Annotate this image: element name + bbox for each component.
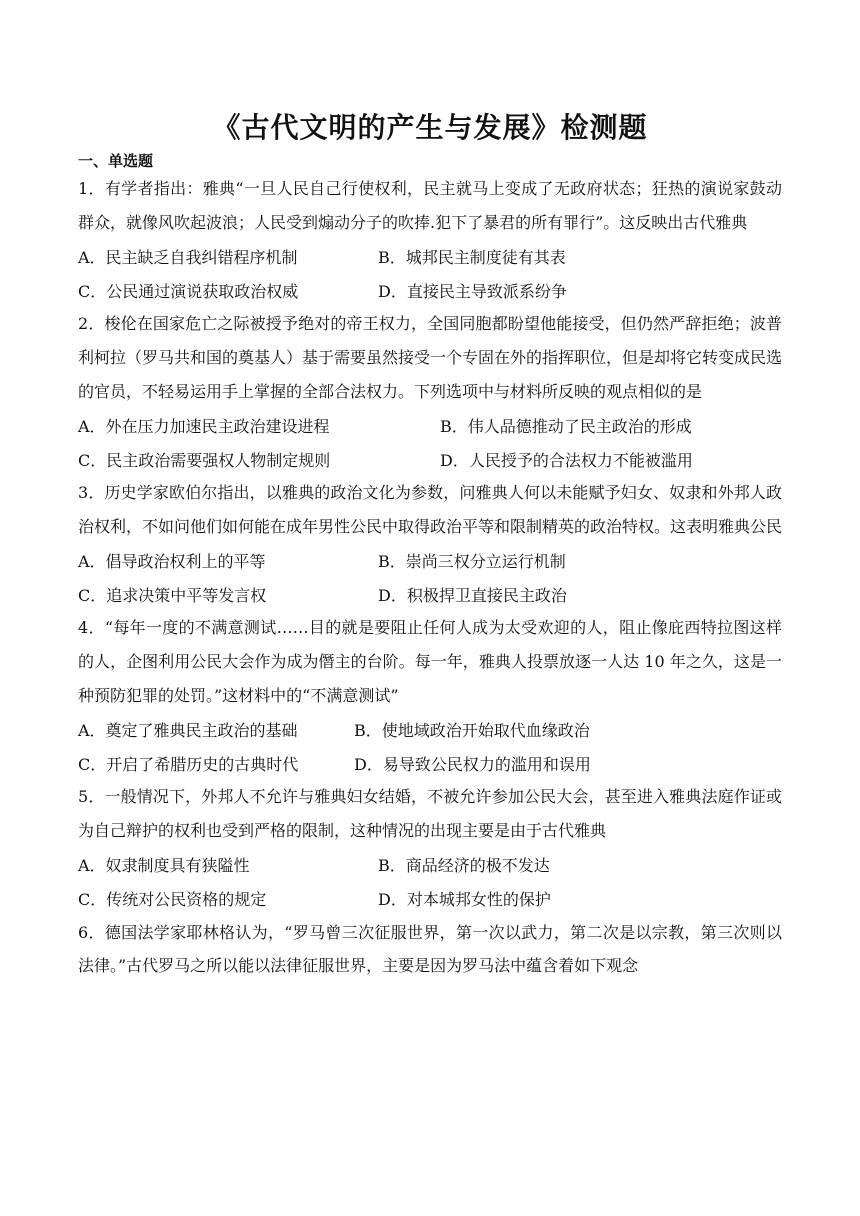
option-list [78, 848, 782, 916]
option-d[interactable]: D．对本城邦女性的保护 [378, 890, 551, 910]
question-1 [78, 172, 782, 307]
question-list [78, 172, 782, 983]
option-list [78, 544, 782, 612]
option-b[interactable]: B．使地域政治开始取代血缘政治 [354, 721, 590, 741]
option-d[interactable]: D．易导致公民权力的滥用和误用 [354, 754, 591, 774]
option-c[interactable]: C．追求决策中平等发言权 [78, 585, 267, 605]
question-5 [78, 780, 782, 915]
option-b[interactable]: B．城邦民主制度徒有其表 [378, 247, 566, 267]
option-c[interactable]: C．公民通过演说获取政治权威 [78, 281, 299, 301]
option-a[interactable]: A．外在压力加速民主政治建设进程 [78, 416, 330, 436]
option-d[interactable]: D．积极捍卫直接民主政治 [378, 585, 567, 605]
option-list [78, 713, 782, 781]
question-stem: 5．一般情况下，外邦人不允许与雅典妇女结婚，不被允许参加公民大会，甚至进入雅典法庭作证或为自己辩护的权利也受到严格的限制，这种情况的出现主要是由于古代雅典 [78, 787, 782, 841]
option-a[interactable]: A．奴隶制度具有狭隘性 [78, 856, 250, 876]
question-2 [78, 307, 782, 476]
option-c[interactable]: C．民主政治需要强权人物制定规则 [78, 450, 331, 470]
option-a[interactable]: A．奠定了雅典民主政治的基础 [78, 721, 298, 741]
option-d[interactable]: D．人民授予的合法权力不能被滥用 [440, 450, 693, 470]
question-stem: 6．德国法学家耶林格认为，“罗马曾三次征服世界，第一次以武力，第二次是以宗教，第三次则以法律。”古代罗马之所以能以法律征服世界，主要是因为罗马法中蕴含着如下观念 [78, 922, 782, 976]
option-c[interactable]: C．传统对公民资格的规定 [78, 890, 267, 910]
question-4 [78, 611, 782, 780]
option-c[interactable]: C．开启了希腊历史的古典时代 [78, 754, 299, 774]
section-heading: 一、单选题 [78, 152, 154, 170]
option-list [78, 409, 782, 477]
question-stem: 4．“每年一度的不满意测试……目的就是要阻止任何人成为太受欢迎的人，阻止像庇西特拉图这样的人，企图利用公民大会作为成为僭主的台阶。每一年，雅典人投票放逐一人达 10 年之久，这是一种预防犯罪的处罚。”这材料中的“不满意测试” [78, 618, 782, 705]
option-b[interactable]: B．商品经济的极不发达 [378, 856, 550, 876]
question-6 [78, 916, 782, 984]
question-3 [78, 476, 782, 611]
option-list [78, 240, 782, 308]
document-title: 《古代文明的产生与发展》检测题 [212, 111, 648, 144]
option-b[interactable]: B．崇尚三权分立运行机制 [378, 552, 566, 572]
option-d[interactable]: D．直接民主导致派系纷争 [378, 281, 567, 301]
question-stem: 1．有学者指出：雅典“一旦人民自己行使权利，民主就马上变成了无政府状态；狂热的演说家鼓动群众，就像风吹起波浪；人民受到煽动分子的吹捧.犯下了暴君的所有罪行”。这反映出古代雅典 [78, 179, 782, 232]
option-a[interactable]: A．倡导政治权利上的平等 [78, 552, 266, 572]
option-b[interactable]: B．伟人品德推动了民主政治的形成 [440, 416, 692, 436]
option-a[interactable]: A．民主缺乏自我纠错程序机制 [78, 247, 298, 267]
question-stem: 3．历史学家欧伯尔指出，以雅典的政治文化为参数，问雅典人何以未能赋予妇女、奴隶和外邦人政治权利，不如问他们如何能在成年男性公民中取得政治平等和限制精英的政治特权。这表明雅典公民 [78, 483, 783, 536]
question-stem: 2．梭伦在国家危亡之际被授予绝对的帝王权力，全国同胞都盼望他能接受，但仍然严辞拒绝；波普利柯拉（罗马共和国的奠基人）基于需要虽然接受一个专固在外的指挥职位，但是却将它转变成民选的官员，不轻易运用手上掌握的全部合法权力。下列选项中与材料所反映的观点相似的是 [78, 314, 783, 401]
